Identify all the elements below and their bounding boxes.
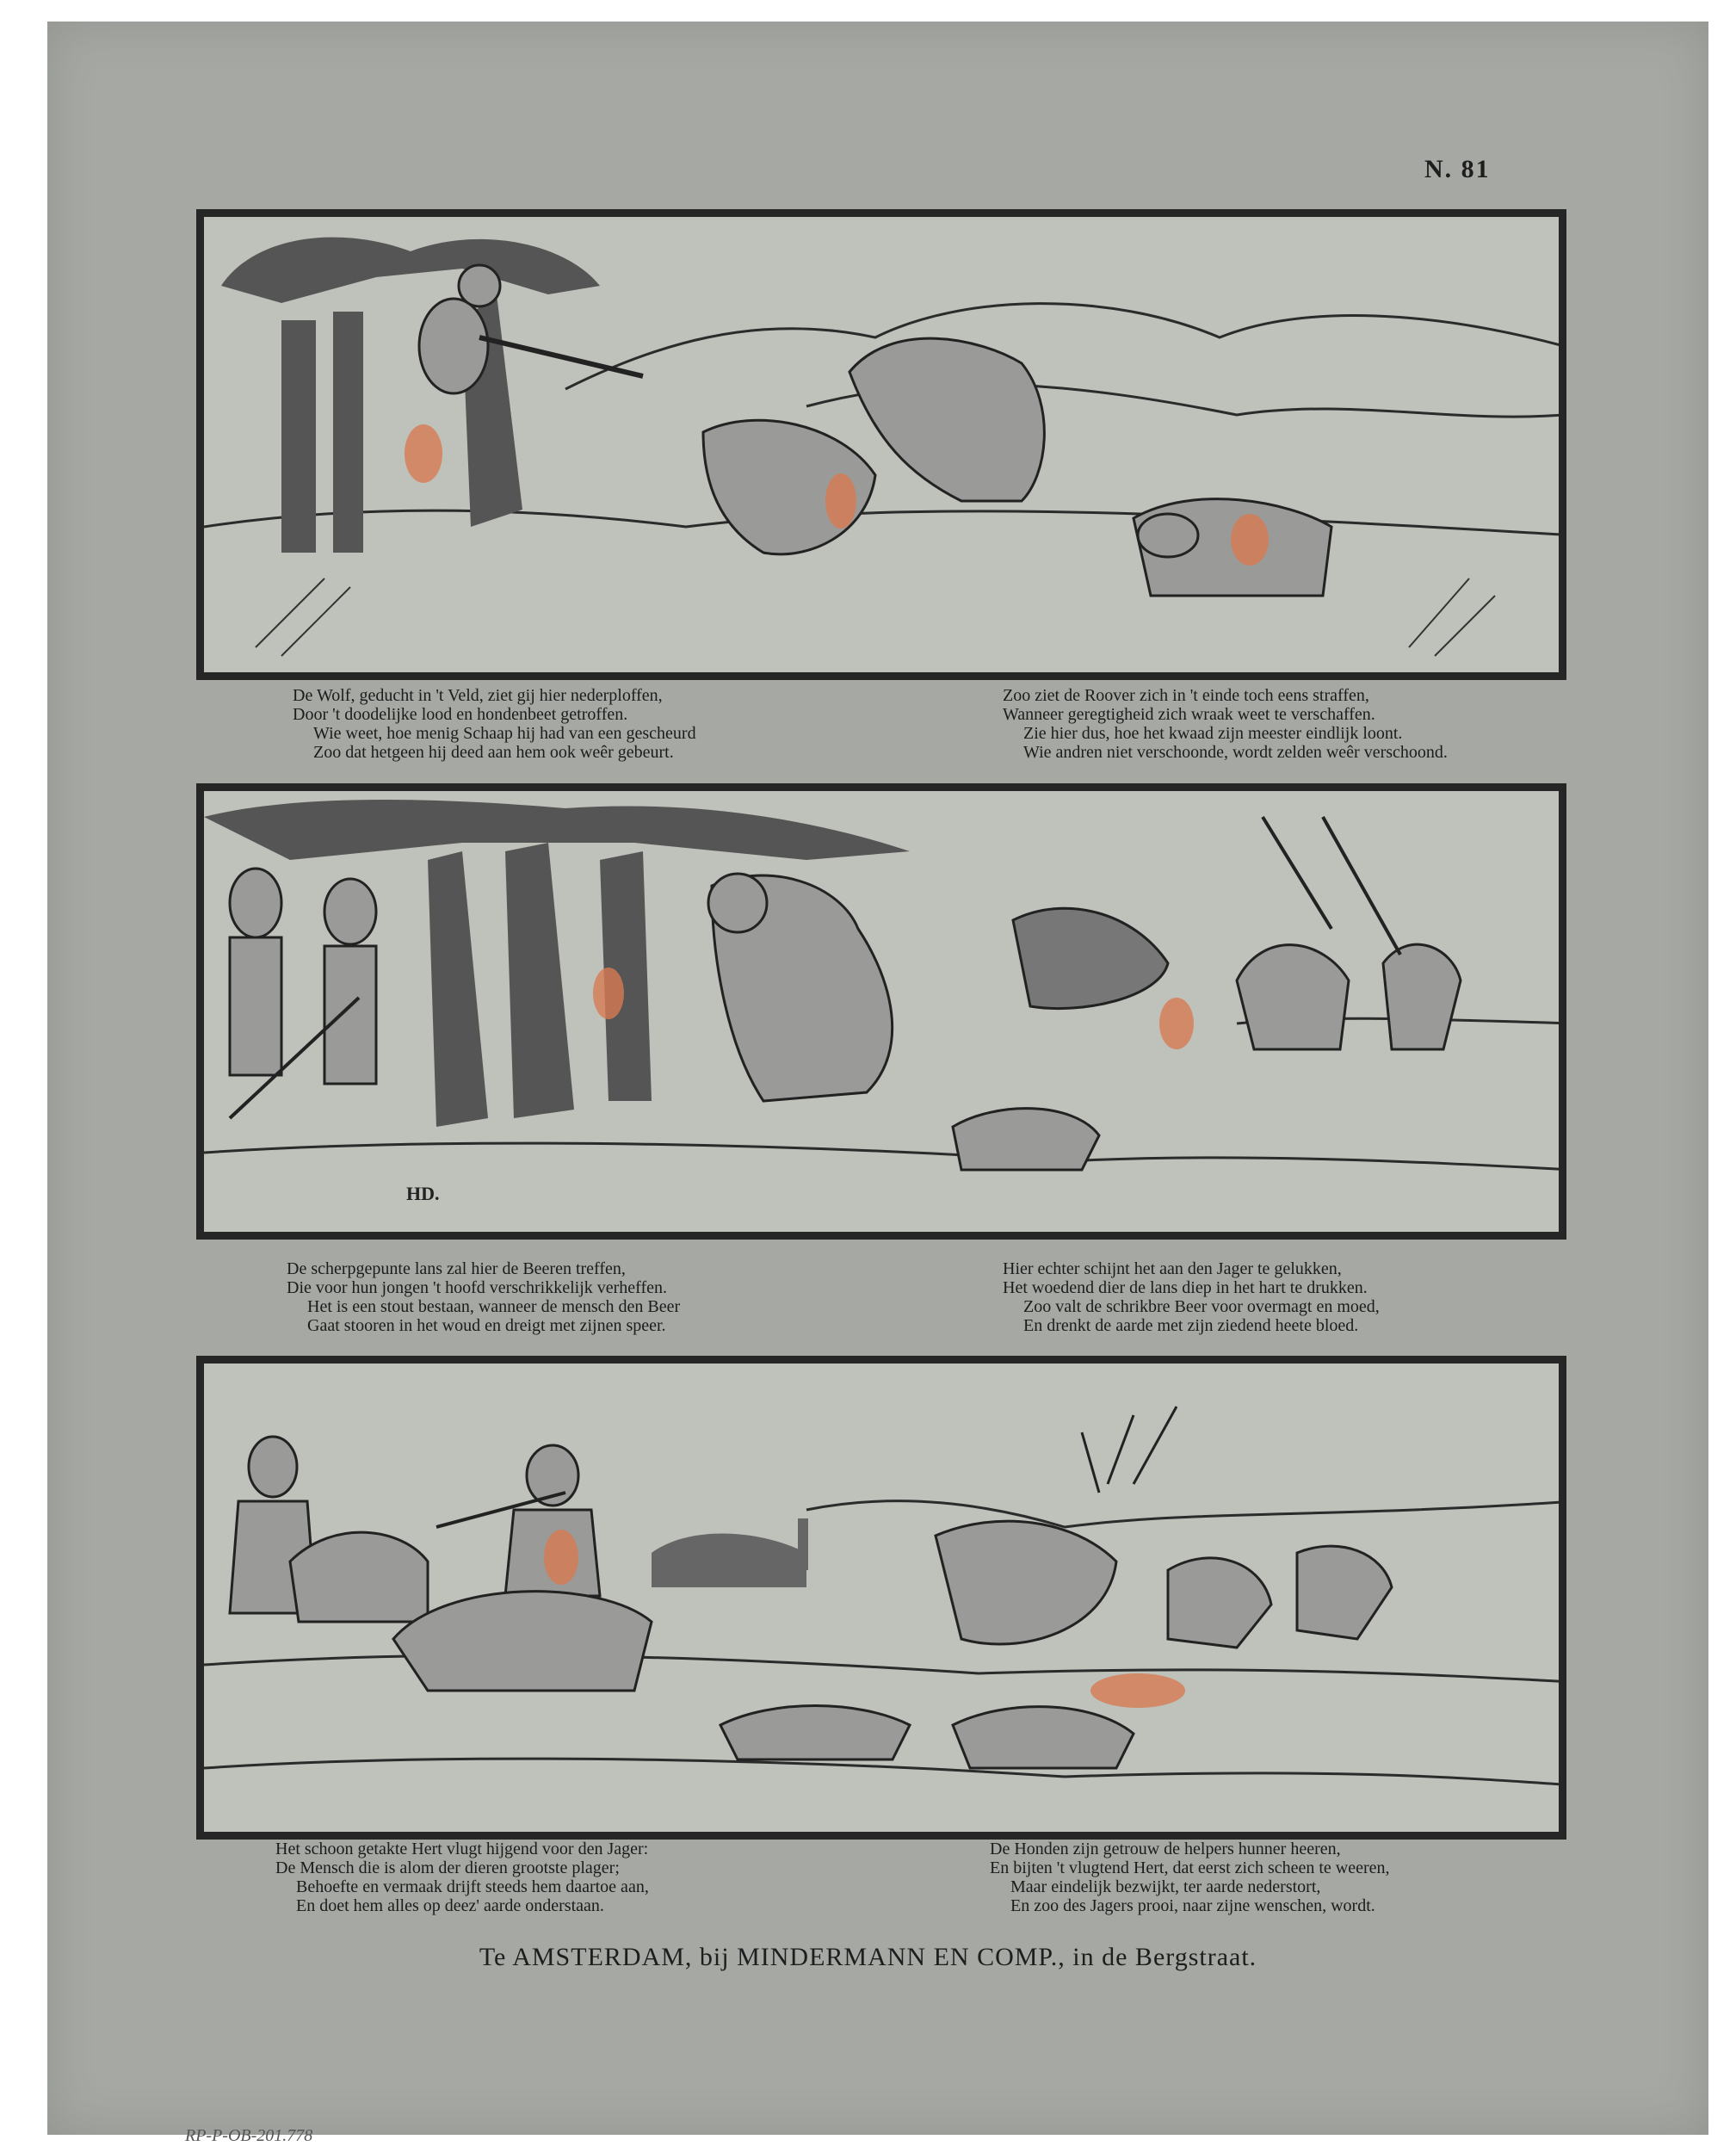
verse-line: Het is een stout bestaan, wanneer de mensch den Beer [307,1297,681,1316]
verse-line: Wanneer geregtigheid zich wraak weet te verschaffen. [1003,705,1375,724]
verse-line: En doet hem alles op deez' aarde onderstaan. [296,1896,604,1915]
verse-line: Het woedend dier de lans diep in het hart te drukken. [1003,1278,1368,1297]
verse-line: Door 't doodelijke lood en hondenbeet getroffen. [293,705,628,724]
verse-line: Het schoon getakte Hert vlugt hijgend voor den Jager: [275,1840,649,1858]
verse-line: Zoo dat hetgeen hij deed aan hem ook weêr gebeurt. [313,743,674,762]
verse-2-left [287,1259,680,1335]
verse-line: Die voor hun jongen 't hoofd verschrikkelijk verheffen. [287,1278,668,1297]
page-number: N. 81 [1424,155,1491,183]
verse-3-left [275,1840,649,1915]
woodcut-stag-hunt [196,1356,1566,1840]
archive-number: RP-P-OB-201.778 [185,2126,313,2145]
publisher-imprint: Te AMSTERDAM, bij MINDERMANN EN COMP., in de Bergstraat. [479,1943,1257,1971]
verse-line: Zoo ziet de Roover zich in 't einde toch eens straffen, [1003,686,1369,705]
stag-hunt-illustration [204,1364,1566,1840]
engraver-monogram: HD. [406,1183,440,1204]
woodcut-bear-hunt [196,783,1566,1240]
verse-line: En bijten 't vlugtend Hert, dat eerst zich scheen te weeren, [990,1858,1390,1877]
verse-line: Hier echter schijnt het aan den Jager te gelukken, [1003,1259,1342,1278]
verse-line: De Wolf, geducht in 't Veld, ziet gij hier nederploffen, [293,686,663,705]
verse-line: De Mensch die is alom der dieren grootste plager; [275,1858,620,1877]
verse-line: Wie andren niet verschoonde, wordt zelden weêr verschoond. [1023,743,1448,762]
verse-line: Wie weet, hoe menig Schaap hij had van een gescheurd [313,724,696,743]
verse-line: En drenkt de aarde met zijn ziedend heete bloed. [1023,1316,1359,1335]
verse-line: Zie hier dus, hoe het kwaad zijn meester eindlijk loont. [1023,724,1403,743]
verse-line: De scherpgepunte lans zal hier de Beeren treffen, [287,1259,626,1278]
verse-line: Behoefte en vermaak drijft steeds hem daartoe aan, [296,1877,649,1896]
verse-line: Maar eindelijk bezwijkt, ter aarde nederstort, [1010,1877,1321,1896]
verse-line: De Honden zijn getrouw de helpers hunner heeren, [990,1840,1341,1858]
verse-line: Zoo valt de schrikbre Beer voor overmagt en moed, [1023,1297,1380,1316]
verse-1-left [293,686,696,762]
wolf-hunt-illustration [204,217,1566,680]
verse-line: Gaat stooren in het woud en dreigt met zijnen speer. [307,1316,666,1335]
woodcut-wolf-hunt [196,209,1566,680]
verse-1-right [1003,686,1448,762]
verse-2-right [1003,1259,1380,1335]
verse-line: En zoo des Jagers prooi, naar zijne wenschen, wordt. [1010,1896,1375,1915]
verse-3-right [990,1840,1390,1915]
bear-hunt-illustration [204,791,1566,1240]
